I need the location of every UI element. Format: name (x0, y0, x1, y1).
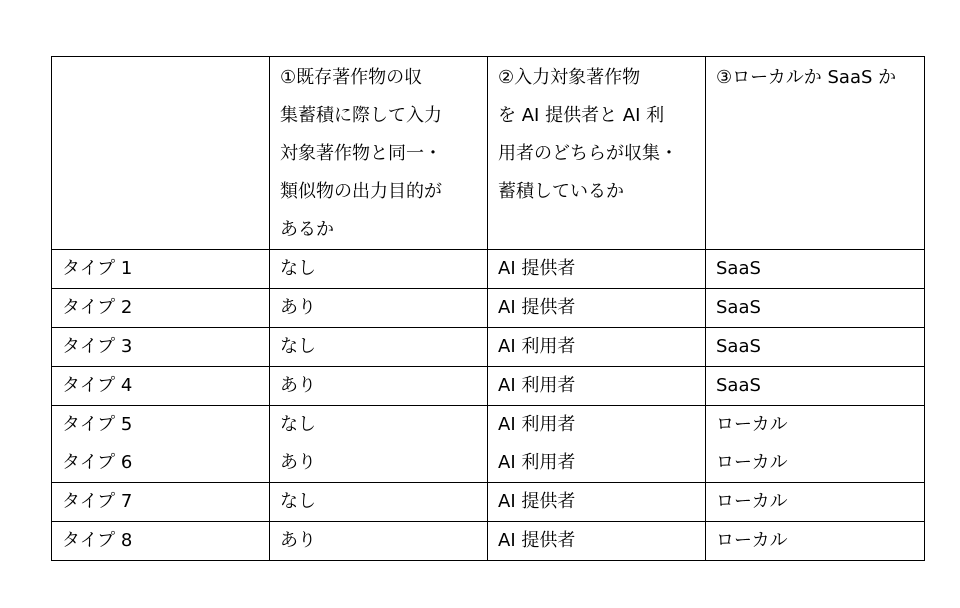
deployment-cell (706, 250, 925, 289)
cell-text: AI 利用者 (498, 375, 576, 396)
table-row (52, 367, 925, 406)
deployment-cell (706, 522, 925, 561)
deployment-cell (706, 367, 925, 406)
table-row (52, 328, 925, 367)
header-line: を AI 提供者と AI 利 (498, 105, 665, 126)
cell-text: ローカル (716, 491, 788, 512)
header-line: 類似物の出力目的が (280, 181, 442, 202)
header-corner-text (62, 59, 259, 97)
cell-text: タイプ 6 (62, 452, 133, 473)
output-purpose-cell (270, 367, 488, 406)
cell-text: タイプ 2 (62, 297, 133, 318)
table-body (52, 57, 925, 561)
cell-text: タイプ 7 (62, 491, 133, 512)
cell-text: あり (280, 452, 316, 473)
type-cell (52, 250, 270, 289)
header-line: 集蓄積に際して入力 (280, 105, 442, 126)
header-line: ③ローカルか SaaS か (716, 67, 897, 88)
type-cell (52, 522, 270, 561)
cell-text: SaaS (716, 258, 761, 279)
cell-text: AI 提供者 (498, 258, 576, 279)
type-cell (52, 367, 270, 406)
cell-text: ローカル (716, 530, 788, 551)
cell-text: タイプ 5 (62, 414, 133, 435)
header-line: ①既存著作物の収 (280, 67, 423, 88)
deployment-cell (706, 289, 925, 328)
header-line: 対象著作物と同一・ (280, 143, 442, 164)
cell-text: AI 利用者 (498, 336, 576, 357)
type-cell (52, 406, 270, 483)
table-row (52, 522, 925, 561)
deployment-cell (706, 328, 925, 367)
cell-text: タイプ 8 (62, 530, 133, 551)
output-purpose-cell (270, 522, 488, 561)
output-purpose-cell (270, 328, 488, 367)
header-line: 用者のどちらが収集・ (498, 143, 678, 164)
table-header-row (52, 57, 925, 250)
cell-text: あり (280, 530, 316, 551)
cell-text: SaaS (716, 336, 761, 357)
cell-text: AI 提供者 (498, 297, 576, 318)
table-row (52, 250, 925, 289)
table-row (52, 289, 925, 328)
cell-text: なし (280, 491, 316, 512)
collector-cell (488, 328, 706, 367)
cell-text: あり (280, 297, 316, 318)
cell-text: ローカル (716, 414, 788, 435)
collector-cell (488, 250, 706, 289)
cell-text: AI 提供者 (498, 530, 576, 551)
table-row (52, 406, 925, 483)
header-cell-deployment (706, 57, 925, 250)
cell-text: AI 提供者 (498, 491, 576, 512)
cell-text: AI 利用者 (498, 452, 576, 473)
type-cell (52, 483, 270, 522)
cell-text: なし (280, 414, 316, 435)
deployment-cell (706, 483, 925, 522)
deployment-cell (706, 406, 925, 483)
collector-cell (488, 522, 706, 561)
cell-text: タイプ 4 (62, 375, 133, 396)
type-cell (52, 289, 270, 328)
table-row (52, 483, 925, 522)
collector-cell (488, 289, 706, 328)
cell-text: なし (280, 336, 316, 357)
cell-text: タイプ 1 (62, 258, 133, 279)
output-purpose-cell (270, 289, 488, 328)
cell-text: AI 利用者 (498, 414, 576, 435)
cell-text: あり (280, 375, 316, 396)
cell-text: SaaS (716, 375, 761, 396)
cell-text: SaaS (716, 297, 761, 318)
collector-cell (488, 406, 706, 483)
header-line: あるか (280, 219, 334, 240)
collector-cell (488, 483, 706, 522)
cell-text: なし (280, 258, 316, 279)
cell-text: ローカル (716, 452, 788, 473)
output-purpose-cell (270, 483, 488, 522)
header-cell-corner (52, 57, 270, 250)
header-line: 蓄積しているか (498, 181, 624, 202)
cell-text: タイプ 3 (62, 336, 133, 357)
output-purpose-cell (270, 406, 488, 483)
header-cell-output-purpose (270, 57, 488, 250)
ai-type-classification-table (51, 56, 925, 561)
type-cell (52, 328, 270, 367)
header-cell-collector (488, 57, 706, 250)
header-line: ②入力対象著作物 (498, 67, 641, 88)
output-purpose-cell (270, 250, 488, 289)
collector-cell (488, 367, 706, 406)
